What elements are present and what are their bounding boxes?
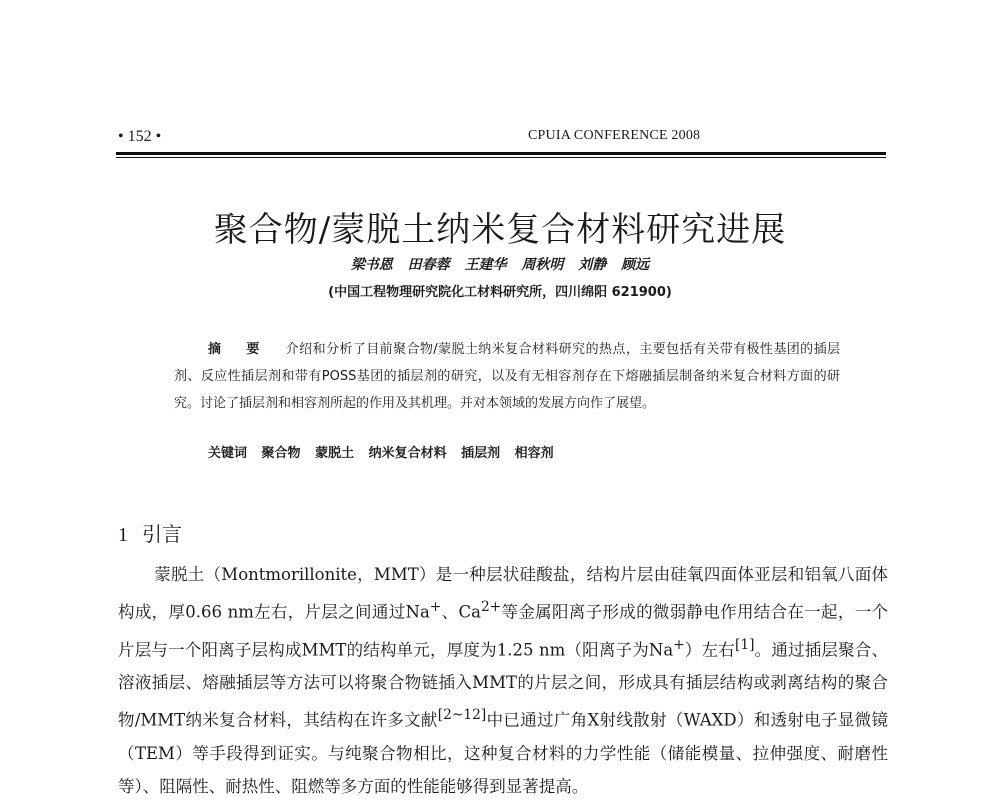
running-header xyxy=(118,128,886,150)
superscript-charge: 2+ xyxy=(480,599,502,615)
citation-ref: [2~12] xyxy=(437,707,487,723)
body-segment: 等金属阳离子形成的微弱静电作用结合在一起，一个片层与一个阳离子层构成MMT的结构单元，厚度为1.25 nm（阳离子为Na xyxy=(118,602,889,659)
abstract-label: 摘 要 xyxy=(208,342,270,357)
header-rule-thin xyxy=(116,157,886,158)
section-number: 1 xyxy=(118,524,128,546)
conference-name: CPUIA CONFERENCE 2008 xyxy=(528,128,701,143)
keywords-label: 关键词 xyxy=(208,446,248,461)
page-number: • 152 • xyxy=(118,128,162,145)
abstract xyxy=(174,336,840,417)
keywords xyxy=(208,442,848,461)
body-paragraph xyxy=(118,558,888,803)
body-segment: 中已通过广角X射线散射（WAXD）和透射电子显微镜（TEM）等手段得到证实。与纯聚合物相比，这种复合材料的力学性能（储能模量、拉伸强度、耐磨性等）、阻隔性、耐热性、阻燃等多方面的性能能够得到显著提高。 xyxy=(118,710,888,796)
body-segment: 。通过插层聚合、溶液插层、熔融插层等方法可以将聚合物链插入MMT的片层之间，形成具有插层结构或剥离结构的聚合物/MMT纳米复合材料，其结构在许多文献 xyxy=(118,640,888,730)
body-segment: ）左右 xyxy=(684,640,735,659)
citation-ref: [1] xyxy=(734,636,755,653)
superscript-charge: + xyxy=(673,636,685,653)
author-list: 梁书恩 田春蓉 王建华 周秋明 刘静 顾远 xyxy=(350,257,650,273)
keywords-text: 聚合物 蒙脱土 纳米复合材料 插层剂 相容剂 xyxy=(261,446,554,461)
abstract-text: 介绍和分析了目前聚合物/蒙脱土纳米复合材料研究的热点，主要包括有关带有极性基团的插层剂、反应性插层剂和带有POSS基团的插层剂的研究，以及有无相容剂存在下熔融插层制备纳米复合材料方面的研究。讨论了插层剂和相容剂所起的作用及其机理。并对本领域的发展方向作了展望。 xyxy=(174,342,840,411)
section-heading xyxy=(118,518,182,547)
affiliation: (中国工程物理研究院化工材料研究所，四川绵阳 621900) xyxy=(328,285,672,300)
paper-title: 聚合物/蒙脱土纳米复合材料研究进展 xyxy=(213,210,787,250)
superscript-charge: + xyxy=(429,599,442,615)
body-segment: 蒙脱土（Montmorillonite，MMT）是一种层状硅酸盐，结构片层由硅氧四面体亚层和铝氧八面体构成，厚0.66 nm左右，片层之间通过Na xyxy=(118,565,888,622)
section-title: 引言 xyxy=(142,522,182,546)
body-segment: 、Ca xyxy=(441,602,481,622)
header-rule-thick xyxy=(116,152,886,155)
